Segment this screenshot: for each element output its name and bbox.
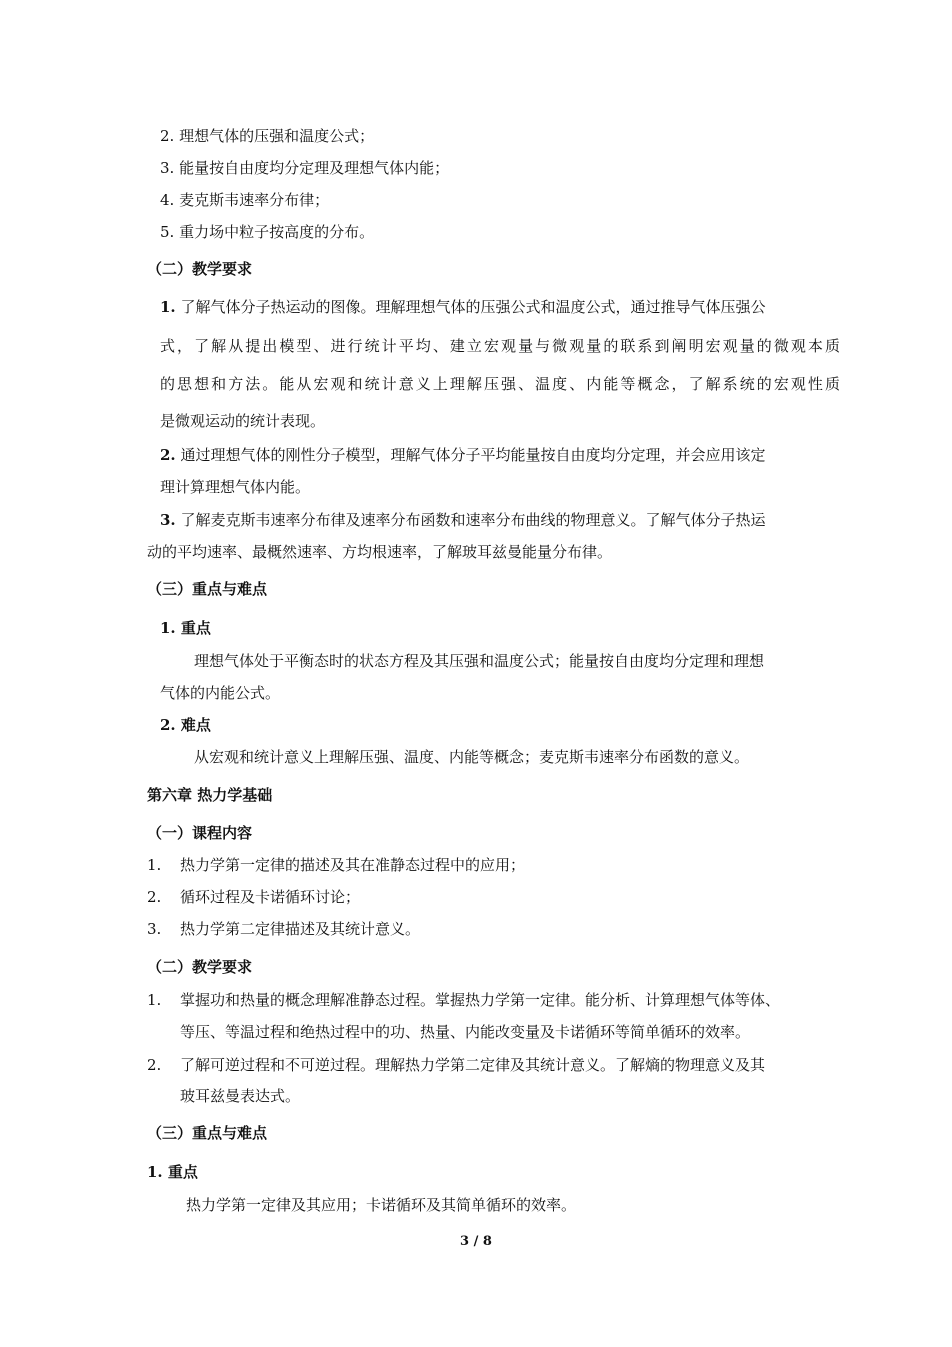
- item-number: 2.: [147, 888, 162, 906]
- list-item: [147, 919, 420, 939]
- item-number: 3.: [147, 920, 162, 938]
- paragraph-line: [160, 510, 765, 530]
- section-heading: （二）教学要求: [147, 958, 253, 976]
- page-number: 3 / 8: [460, 1234, 492, 1249]
- item-text: 了解可逆过程和不可逆过程。理解热力学第二定律及其统计意义。了解熵的物理意义及其: [180, 1056, 766, 1074]
- list-item: 3. 能量按自由度均分定理及理想气体内能；: [160, 159, 450, 177]
- paragraph-line: 动的平均速率、最概然速率、方均根速率，了解玻耳兹曼能量分布律。: [147, 543, 613, 561]
- item-number: 3.: [160, 511, 176, 529]
- item-number: 1.: [147, 856, 162, 874]
- paragraph-line: 从宏观和统计意义上理解压强、温度、内能等概念；麦克斯韦速率分布函数的意义。: [194, 748, 750, 766]
- item-text: 了解气体分子热运动的图像。理解理想气体的压强公式和温度公式，通过推导气体压强公: [180, 298, 766, 316]
- list-item: [147, 887, 360, 907]
- list-item: 2. 理想气体的压强和温度公式；: [160, 127, 375, 145]
- section-heading: （三）重点与难点: [147, 580, 268, 598]
- item-text: 热力学第一定律的描述及其在准静态过程中的应用；: [180, 856, 526, 874]
- item-number: 1.: [147, 991, 162, 1009]
- paragraph-line: 热力学第一定律及其应用；卡诺循环及其简单循环的效率。: [186, 1196, 577, 1214]
- subsection-heading: 1. 重点: [147, 1163, 198, 1181]
- paragraph-line: 的思想和方法。能从宏观和统计意义上理解压强、温度、内能等概念，了解系统的宏观性质: [160, 375, 840, 393]
- paragraph-line: 理想气体处于平衡态时的状态方程及其压强和温度公式；能量按自由度均分定理和理想: [194, 652, 765, 670]
- paragraph-line: 玻耳兹曼表达式。: [180, 1087, 301, 1105]
- subsection-heading: 1. 重点: [160, 619, 211, 637]
- chapter-title: 第六章 热力学基础: [147, 786, 273, 804]
- item-number: 1.: [160, 298, 176, 316]
- paragraph-line: [160, 297, 765, 317]
- item-text: 了解麦克斯韦速率分布律及速率分布函数和速率分布曲线的物理意义。了解气体分子热运: [180, 511, 766, 529]
- paragraph-line: 气体的内能公式。: [160, 684, 281, 702]
- item-text: 循环过程及卡诺循环讨论；: [180, 888, 361, 906]
- paragraph-line: 等压、等温过程和绝热过程中的功、热量、内能改变量及卡诺循环等简单循环的效率。: [180, 1023, 751, 1041]
- list-item: [147, 855, 525, 875]
- paragraph-line: [160, 445, 765, 465]
- section-heading: （三）重点与难点: [147, 1124, 268, 1142]
- paragraph-line: [147, 1055, 765, 1075]
- item-text: 掌握功和热量的概念理解准静态过程。掌握热力学第一定律。能分析、计算理想气体等体、: [180, 991, 781, 1009]
- section-heading: （二）教学要求: [147, 260, 253, 278]
- list-item: 4. 麦克斯韦速率分布律；: [160, 191, 330, 209]
- paragraph-line: 式，了解从提出模型、进行统计平均、建立宏观量与微观量的联系到阐明宏观量的微观本质: [160, 337, 840, 355]
- item-text: 通过理想气体的刚性分子模型，理解气体分子平均能量按自由度均分定理，并会应用该定: [180, 446, 766, 464]
- item-number: 2.: [160, 446, 176, 464]
- paragraph-line: 是微观运动的统计表现。: [160, 412, 326, 430]
- paragraph-line: 理计算理想气体内能。: [160, 478, 311, 496]
- paragraph-line: [147, 990, 780, 1010]
- item-text: 热力学第二定律描述及其统计意义。: [180, 920, 421, 938]
- list-item: 5. 重力场中粒子按高度的分布。: [160, 223, 375, 241]
- item-number: 2.: [147, 1056, 162, 1074]
- subsection-heading: 2. 难点: [160, 716, 211, 734]
- section-heading: （一）课程内容: [147, 824, 253, 842]
